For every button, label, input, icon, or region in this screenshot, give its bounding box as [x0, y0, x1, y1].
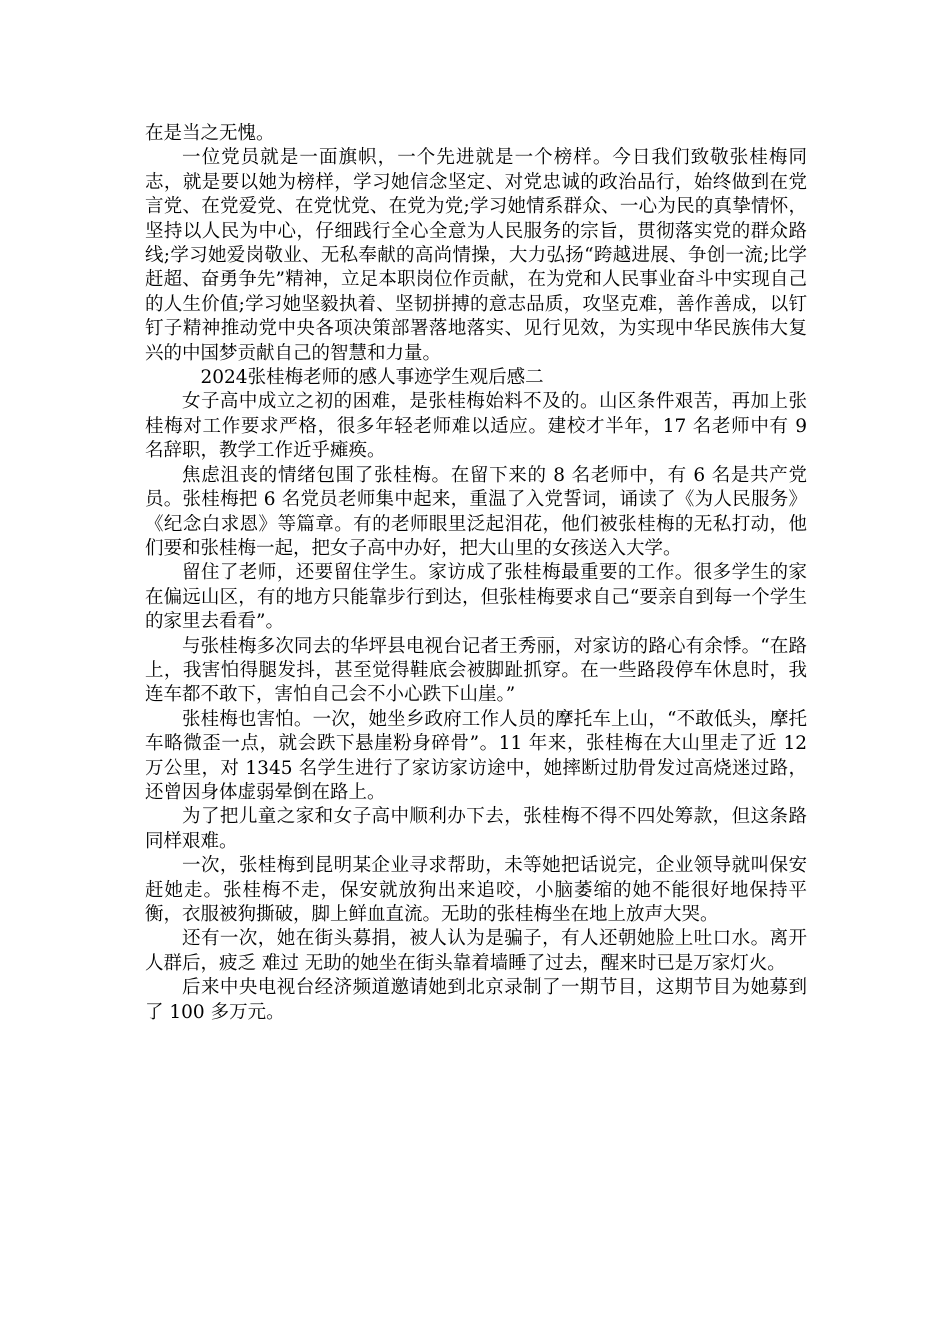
paragraph-cctv-program: 后来中央电视台经济频道邀请她到北京录制了一期节目，这期节目为她募到了 100 多万元。 [145, 977, 807, 1023]
paragraph-kunming-company: 一次，张桂梅到昆明某企业寻求帮助，未等她把话说完，企业领导就叫保安赶她走。张桂梅不走，保安就放狗出来追咬，小脑萎缩的她不能很好地保持平衡，衣服被狗撕破，脚上鲜血直流。无助的张桂梅坐在地上放声大哭。 [145, 855, 807, 925]
paragraph-continuation: 在是当之无愧。 [145, 123, 275, 144]
paragraph-home-visits: 留住了老师，还要留住学生。家访成了张桂梅最重要的工作。很多学生的家在偏远山区，有的地方只能靠步行到达，但张桂梅要求自己“要亲自到每一个学生的家里去看看”。 [145, 562, 807, 633]
paragraph-reporter-account: 与张桂梅多次同去的华坪县电视台记者王秀丽，对家访的路心有余悸。“在路上，我害怕得腿发抖，甚至觉得鞋底会被脚趾抓穿。在一些路段停车休息时，我连车都不敢下，害怕自己会不小心跌下山崖。” [145, 635, 807, 706]
paragraph-founding-difficulty: 女子高中成立之初的困难，是张桂梅始料不及的。山区条件艰苦，再加上张桂梅对工作要求严格，很多年轻老师难以适应。建校才半年，17 名老师中有 9 名辞职，教学工作近乎瘫痪。 [145, 391, 807, 462]
paragraph-fundraising: 为了把儿童之家和女子高中顺利办下去，张桂梅不得不四处筹款，但这条路同样艰难。 [145, 806, 807, 852]
paragraph-role-model: 一位党员就是一面旗帜，一个先进就是一个榜样。今日我们致敬张桂梅同志，就是要以她为榜样，学习她信念坚定、对党忠诚的政治品行，始终做到在党言党、在党爱党、在党忧党、在党为党;学习她情系群众、一心为民的真挚情怀，坚持以人民为中心，仔细践行全心全意为人民服务的宗旨，贯彻落实党的群众路线;学习她爱岗敬业、无私奉献的高尚情操，大力弘扬“跨越进展、争创一流;比学赶超、奋勇争先”精神，立足本职岗位作贡献，在为党和人民事业奋斗中实现自己的人生价值;学习她坚毅执着、坚韧拼搏的意志品质，攻坚克难，善作善成，以钉钉子精神推动党中央各项决策部署落地落实、见行见效，为实现中华民族伟大复兴的中国梦贡献自己的智慧和力量。 [145, 147, 807, 364]
paragraph-party-teachers: 焦虑沮丧的情绪包围了张桂梅。在留下来的 8 名老师中，有 6 名是共产党员。张桂梅把 6 名党员老师集中起来，重温了入党誓词，诵读了《为人民服务》《纪念白求恩》等篇章。有的老师眼里泛起泪花，他们被张桂梅的无私打动，他们要和张桂梅一起，把女子高中办好，把大山里的女孩送入大学。 [145, 464, 807, 559]
document-page [145, 122, 807, 1025]
paragraph-mountain-roads: 张桂梅也害怕。一次，她坐乡政府工作人员的摩托车上山，“不敢低头，摩托车略微歪一点，就会跌下悬崖粉身碎骨”。11 年来，张桂梅在大山里走了近 12 万公里，对 1345 名学生进行了家访家访途中，她摔断过肋骨发过高烧迷过路，还曾因身体虚弱晕倒在路上。 [145, 708, 807, 803]
section-heading: 2024张桂梅老师的感人事迹学生观后感二 [200, 367, 544, 389]
paragraph-street-donation: 还有一次，她在街头募捐，被人认为是骗子，有人还朝她脸上吐口水。离开人群后，疲乏 难过 无助的她坐在街头靠着墙睡了过去，醒来时已是万家灯火。 [145, 928, 807, 974]
